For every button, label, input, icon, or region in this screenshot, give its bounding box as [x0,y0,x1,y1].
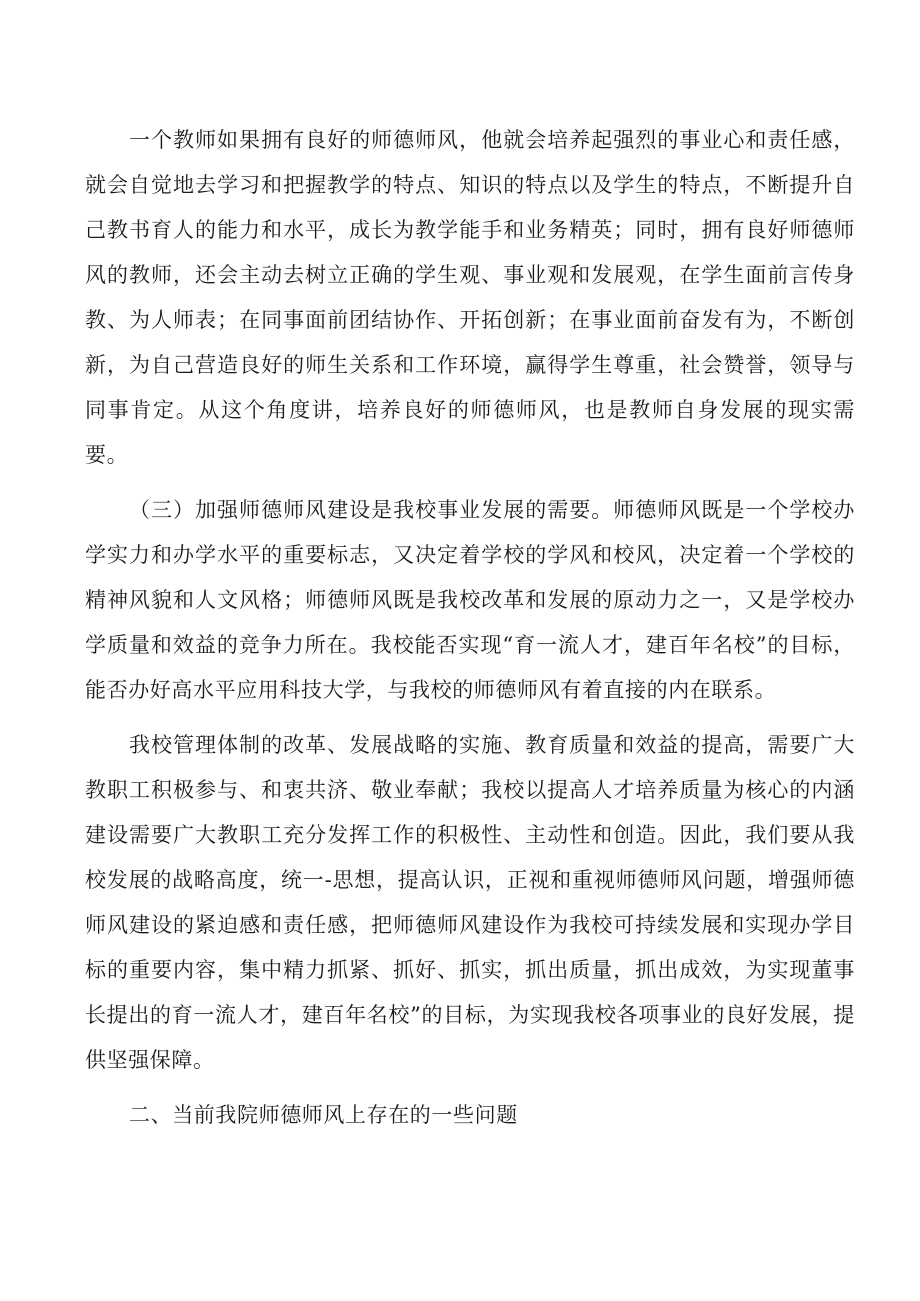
document-page [85,118,855,1138]
section-heading: 二、当前我院师德师风上存在的一些问题 [129,1103,518,1127]
paragraph-school-development-need: （三）加强师德师风建设是我校事业发展的需要。师德师风既是一个学校办学实力和办学水平的重要标志，又决定着学校的学风和校风，决定着一个学校的精神风貌和人文风格；师德师风既是我校改革和发展的原动力之一，又是学校办学质量和效益的竞争力所在。我校能否实现“育一流人才，建百年名校”的目标，能否办好高水平应用科技大学，与我校的师德师风有着直接的内在联系。 [85,498,855,702]
paragraph-teacher-ethics-benefit: 一个教师如果拥有良好的师德师风，他就会培养起强烈的事业心和责任感，就会自觉地去学习和把握教学的特点、知识的特点以及学生的特点，不断提升自己教书育人的能力和水平，成长为教学能手和业务精英；同时，拥有良好师德师风的教师，还会主动去树立正确的学生观、事业观和发展观，在学生面前言传身教、为人师表；在同事面前团结协作、开拓创新；在事业面前奋发有为，不断创新，为自己营造良好的师生关系和工作环境，赢得学生尊重，社会赞誉，领导与同事肯定。从这个角度讲，培养良好的师德师风，也是教师自身发展的现实需要。 [85,128,855,467]
paragraph-management-reform: 我校管理体制的改革、发展战略的实施、教育质量和效益的提高，需要广大教职工积极参与、和衷共济、敬业奉献；我校以提高人才培养质量为核心的内涵建设需要广大教职工充分发挥工作的积极性、主动性和创造。因此，我们要从我校发展的战略高度，统一-思想，提高认识，正视和重视师德师风问题，增强师德师风建设的紧迫感和责任感，把师德师风建设作为我校可持续发展和实现办学目标的重要内容，集中精力抓紧、抓好、抓实，抓出质量，抓出成效，为实现董事长提出的育一流人才，建百年名校”的目标，为实现我校各项事业的良好发展，提供坚强保障。 [85,733,855,1072]
